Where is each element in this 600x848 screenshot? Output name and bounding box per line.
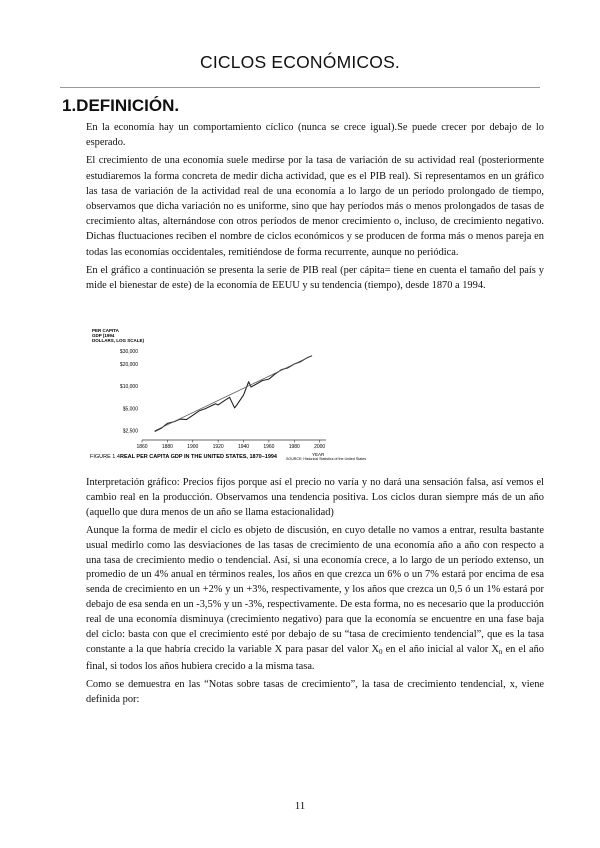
formula-mid: en el año inicial al valor X bbox=[382, 643, 499, 655]
figure-source: SOURCE: Historical Statistics of the United States bbox=[286, 457, 367, 461]
y-axis-label-part: DOLLARS, LOG SCALE) bbox=[92, 338, 144, 343]
paragraph-3: En el gráfico a continuación se presenta la serie de PIB real (per cápita= tiene en cuenta el tamaño del país y mide el bienestar de este) de la economía de EEUU y su tendencia (tiempo), desde 1870 a 1994. bbox=[86, 264, 544, 292]
formula-end: en el año final, si todos los años hubiera crecido a la misma tasa. bbox=[86, 643, 544, 672]
y-tick-label: $2,500 bbox=[122, 428, 138, 435]
subscript-0: 0 bbox=[379, 647, 383, 656]
y-axis-label-part: PER CAPITA bbox=[92, 328, 119, 333]
y-tick-label: $30,000 bbox=[119, 348, 138, 355]
y-tick-label: $20,000 bbox=[119, 361, 138, 368]
gdp-chart bbox=[86, 324, 367, 468]
x-tick-label: 1940 bbox=[237, 444, 250, 450]
figure-caption-label: FIGURE 1.4 bbox=[90, 454, 120, 460]
paragraph-5 bbox=[86, 524, 544, 675]
interpretation-text bbox=[86, 476, 544, 711]
paragraph-4: Interpretación gráfico: Precios fijos porque así el precio no varía y no dará una sensación falsa, así vemos el cambio real en la producción. Observamos una tendencia positiva. Los ciclos duran siempre más de un año (aquello que dura menos de un año se llama estacionalidad) bbox=[86, 477, 544, 518]
y-tick-label: $5,000 bbox=[122, 406, 138, 413]
x-axis-label: YEAR bbox=[312, 452, 325, 457]
paragraph-6: Como se demuestra en las “Notas sobre tasas de crecimiento”, la tasa de crecimiento tendencial, x, viene definida por: bbox=[86, 678, 544, 705]
y-axis-label-line bbox=[92, 328, 144, 343]
y-tick-label: $10,000 bbox=[119, 384, 138, 391]
paragraph-5-text: Aunque la forma de medir el ciclo es objeto de discusión, en cuyo detalle no vamos a entrar, resulta bastante usual medirlo como las desviaciones de las tasas de crecimiento de una economía año a año con respecto a una tasa de crecimiento medio o tendencial. Así, si una economía crece, a lo largo de un período extenso, un promedio de un 4% anual en términos reales, los años en que crezca un 6% o un 7% estará por encima de esa senda de crecimiento en un +2% y un +3%, respectivamente, y los años que crezca un 0,5 ó un 1% estará por debajo de esa senda en un -3,5% y un -3%, respectivamente. De esta forma, no es necesario que la producción real de una economía disminuya (crecimiento negativo) para que la economía se encuentre en una fase baja del ciclo: basta con que el crecimiento esté por debajo de su “tasa de crecimiento tendencial”, que es la tasa constante a la que habría crecido la variable X para pasar del valor X bbox=[86, 524, 544, 655]
x-tick-label: 1880 bbox=[161, 444, 173, 450]
page-number: 11 bbox=[294, 800, 306, 812]
section-heading: 1.DEFINICIÓN. bbox=[62, 96, 180, 115]
paragraph-2: El crecimiento de una economía suele medirse por la tasa de variación de su actividad real (posteriormente estudiaremos la forma concreta de medir dicha actividad, que es el PIB real). Si representamos en un gráfico las tasa de variación de la actividad real de una economía a lo largo de un período prolongado de tiempo, observamos que dicha variación no es uniforme, sino que hay períodos más o menos prolongados de tasas de crecimiento altas, alternándose con otros períodos de menor crecimiento o, incluso, de crecimiento negativo. Dichas fluctuaciones reciben el nombre de ciclos económicos y se producen de forma más o menos pareja en todas las economías occidentales, remitiéndose de forma recurrente, aunque no periódica. bbox=[86, 155, 544, 258]
intro-text bbox=[86, 120, 544, 296]
subscript-n: n bbox=[498, 647, 503, 656]
x-tick-label: 1920 bbox=[212, 444, 224, 450]
page-title: CICLOS ECONÓMICOS. bbox=[199, 52, 400, 72]
x-tick-label: 1960 bbox=[263, 444, 275, 450]
title-divider bbox=[60, 87, 540, 88]
x-tick-label: 1900 bbox=[187, 444, 199, 450]
x-tick-label: 1860 bbox=[136, 444, 148, 450]
figure-caption: REAL PER CAPITA GDP IN THE UNITED STATES, 1870–1994 bbox=[120, 454, 277, 460]
x-tick-label: 1980 bbox=[288, 444, 300, 450]
paragraph-1: En la economía hay un comportamiento cíclico (nunca se crece igual).Se puede crecer por debajo de lo esperado. bbox=[86, 122, 544, 149]
x-tick-label: 2000 bbox=[314, 444, 326, 450]
y-axis-label-part: GDP (1994 bbox=[92, 333, 115, 338]
trend-line bbox=[155, 356, 312, 431]
